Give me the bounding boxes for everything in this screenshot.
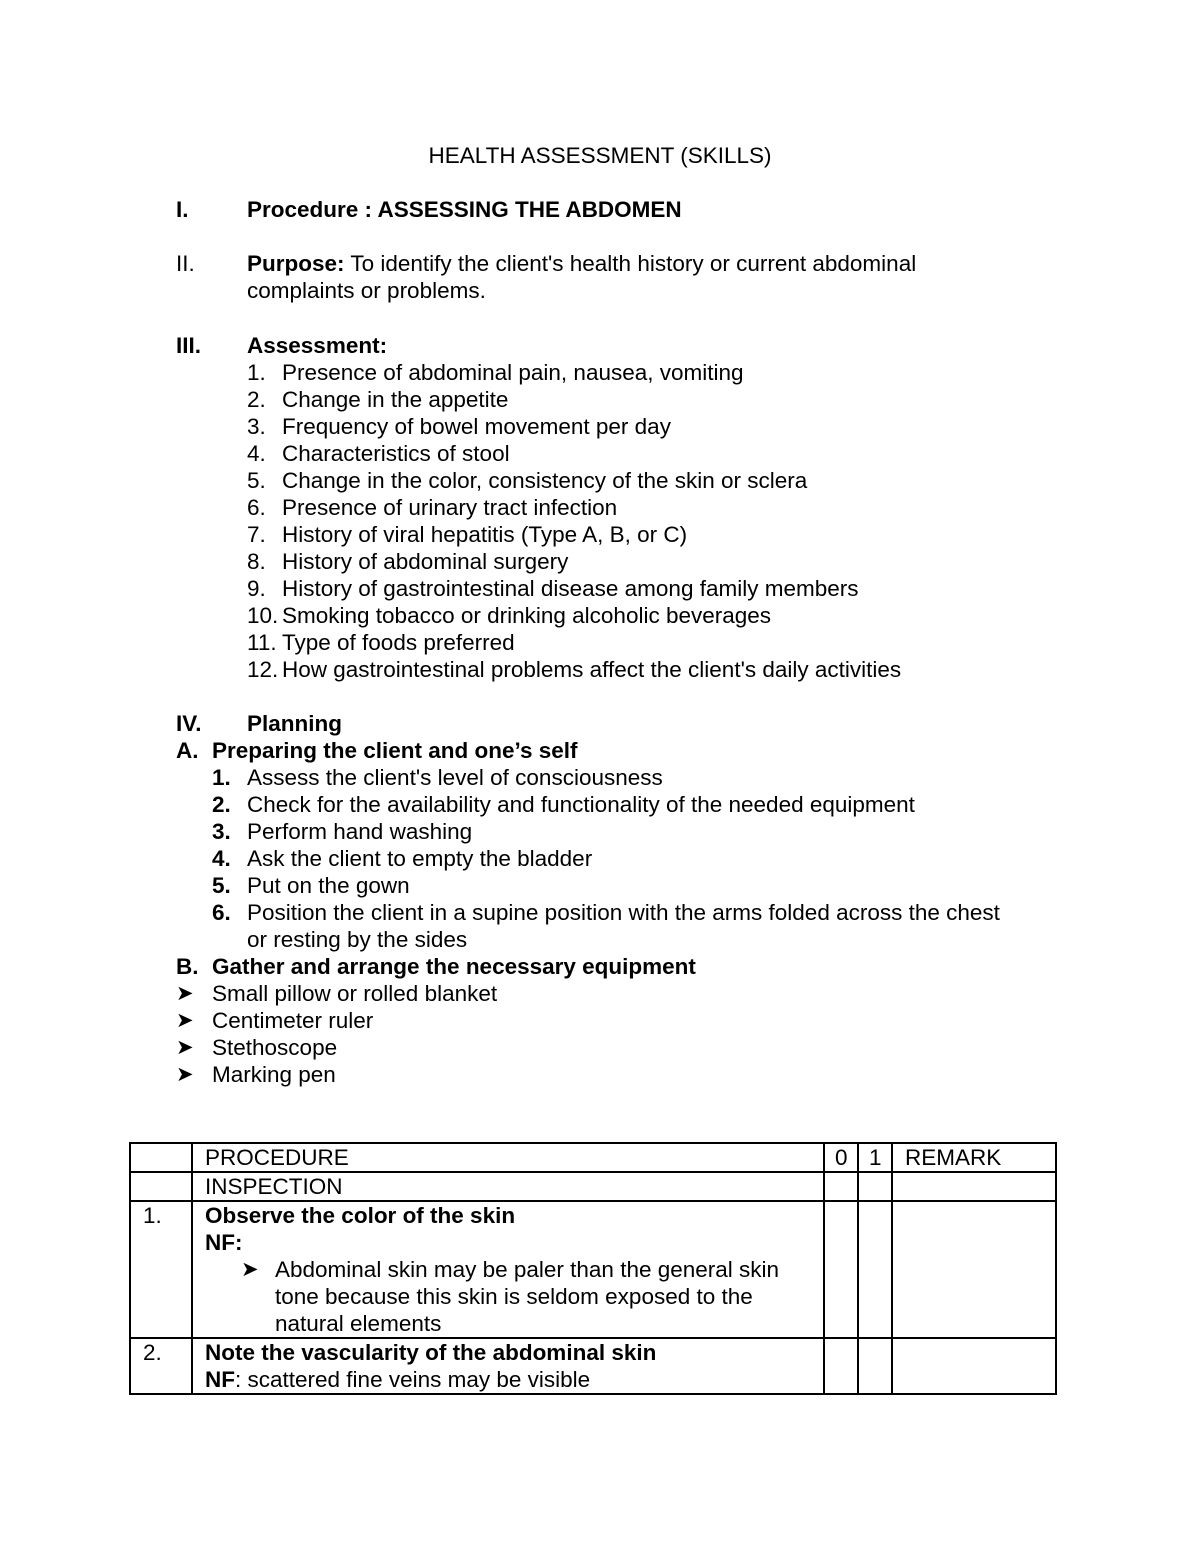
normal-findings-label: NF	[205, 1367, 235, 1392]
purpose-numeral: II.	[176, 251, 195, 276]
list-item: 10. Smoking tobacco or drinking alcoholic beverages	[247, 603, 772, 628]
list-item: 7. History of viral hepatitis (Type A, B, or C)	[247, 522, 688, 547]
table-row	[130, 1201, 1056, 1338]
planning-label: Planning	[247, 711, 342, 736]
purpose-label: Purpose:	[247, 251, 345, 276]
list-item: 4. Ask the client to empty the bladder	[212, 846, 593, 871]
planning-numeral: IV.	[176, 711, 202, 736]
procedure-numeral: I.	[176, 197, 189, 222]
arrow-bullet-icon: ➤	[176, 1009, 194, 1032]
section-inspection: INSPECTION	[192, 1172, 824, 1201]
normal-findings-line: tone because this skin is seldom exposed to the	[275, 1284, 753, 1309]
header-score-1: 1	[858, 1143, 892, 1172]
list-item: 9. History of gastrointestinal disease among family members	[247, 576, 859, 601]
list-item: 2. Check for the availability and functionality of the needed equipment	[212, 792, 915, 817]
table-header-row	[130, 1143, 1056, 1172]
row-title: Note the vascularity of the abdominal skin	[205, 1340, 657, 1365]
list-item: 3. Frequency of bowel movement per day	[247, 414, 671, 439]
remark-cell[interactable]	[892, 1338, 1056, 1394]
procedure-value: ASSESSING THE ABDOMEN	[377, 197, 682, 222]
procedure-section	[176, 196, 1076, 223]
arrow-bullet-icon: ➤	[176, 982, 194, 1005]
list-item-continuation: or resting by the sides	[247, 927, 468, 952]
remark-cell[interactable]	[892, 1201, 1056, 1338]
list-item: 11. Type of foods preferred	[247, 630, 515, 655]
list-item: 8. History of abdominal surgery	[247, 549, 569, 574]
list-item: 1. Presence of abdominal pain, nausea, vomiting	[247, 360, 744, 385]
list-item: ➤ Centimeter ruler	[176, 1008, 374, 1033]
section-a-list	[176, 764, 1076, 953]
section-a-heading: A. Preparing the client and one’s self	[176, 738, 578, 763]
list-item: 2. Change in the appetite	[247, 387, 509, 412]
table-section-row	[130, 1172, 1056, 1201]
assessment-section	[176, 332, 1076, 683]
list-item: ➤ Stethoscope	[176, 1035, 338, 1060]
purpose-text-line-2: complaints or problems.	[247, 278, 486, 303]
score-1-cell[interactable]	[858, 1338, 892, 1394]
list-item: 5. Put on the gown	[212, 873, 410, 898]
procedure-checklist-table	[129, 1142, 1057, 1395]
list-item: ➤ Small pillow or rolled blanket	[176, 981, 498, 1006]
document-title: HEALTH ASSESSMENT (SKILLS)	[428, 143, 772, 168]
header-score-0: 0	[824, 1143, 858, 1172]
section-b-list	[176, 980, 1076, 1088]
list-item: ➤ Marking pen	[176, 1062, 336, 1087]
purpose-text-line-1: To identify the client's health history or current abdominal	[344, 251, 917, 276]
normal-findings-line: natural elements	[275, 1311, 442, 1336]
list-item: 1. Assess the client's level of consciousness	[212, 765, 663, 790]
normal-findings-text: : scattered fine veins may be visible	[235, 1367, 591, 1392]
table-row	[130, 1338, 1056, 1394]
assessment-numeral: III.	[176, 333, 202, 358]
purpose-section	[176, 250, 1076, 304]
normal-findings-line: Abdominal skin may be paler than the general skin	[275, 1257, 780, 1282]
row-number: 2.	[130, 1338, 192, 1394]
row-procedure	[192, 1338, 824, 1394]
arrow-bullet-icon: ➤	[176, 1036, 194, 1059]
list-item: 3. Perform hand washing	[212, 819, 473, 844]
row-title: Observe the color of the skin	[205, 1203, 516, 1228]
header-procedure: PROCEDURE	[192, 1143, 824, 1172]
score-0-cell[interactable]	[824, 1201, 858, 1338]
list-item: 6. Position the client in a supine position with the arms folded across the chest	[212, 900, 1000, 925]
assessment-list	[176, 359, 1076, 683]
normal-findings-label: NF:	[205, 1230, 243, 1255]
score-1-cell[interactable]	[858, 1201, 892, 1338]
score-0-cell[interactable]	[824, 1338, 858, 1394]
list-item: 4. Characteristics of stool	[247, 441, 510, 466]
list-item: 5. Change in the color, consistency of the skin or sclera	[247, 468, 808, 493]
arrow-bullet-icon: ➤	[176, 1063, 194, 1086]
list-item: 6. Presence of urinary tract infection	[247, 495, 618, 520]
row-procedure	[192, 1201, 824, 1338]
arrow-bullet-icon: ➤	[241, 1258, 259, 1281]
planning-section	[176, 710, 1076, 1088]
row-number: 1.	[130, 1201, 192, 1338]
procedure-label: Procedure :	[247, 197, 373, 222]
assessment-label: Assessment:	[247, 333, 388, 358]
list-item: 12. How gastrointestinal problems affect the client's daily activities	[247, 657, 902, 682]
section-b-heading: B. Gather and arrange the necessary equipment	[176, 954, 696, 979]
header-number	[130, 1143, 192, 1172]
header-remark: REMARK	[892, 1143, 1056, 1172]
